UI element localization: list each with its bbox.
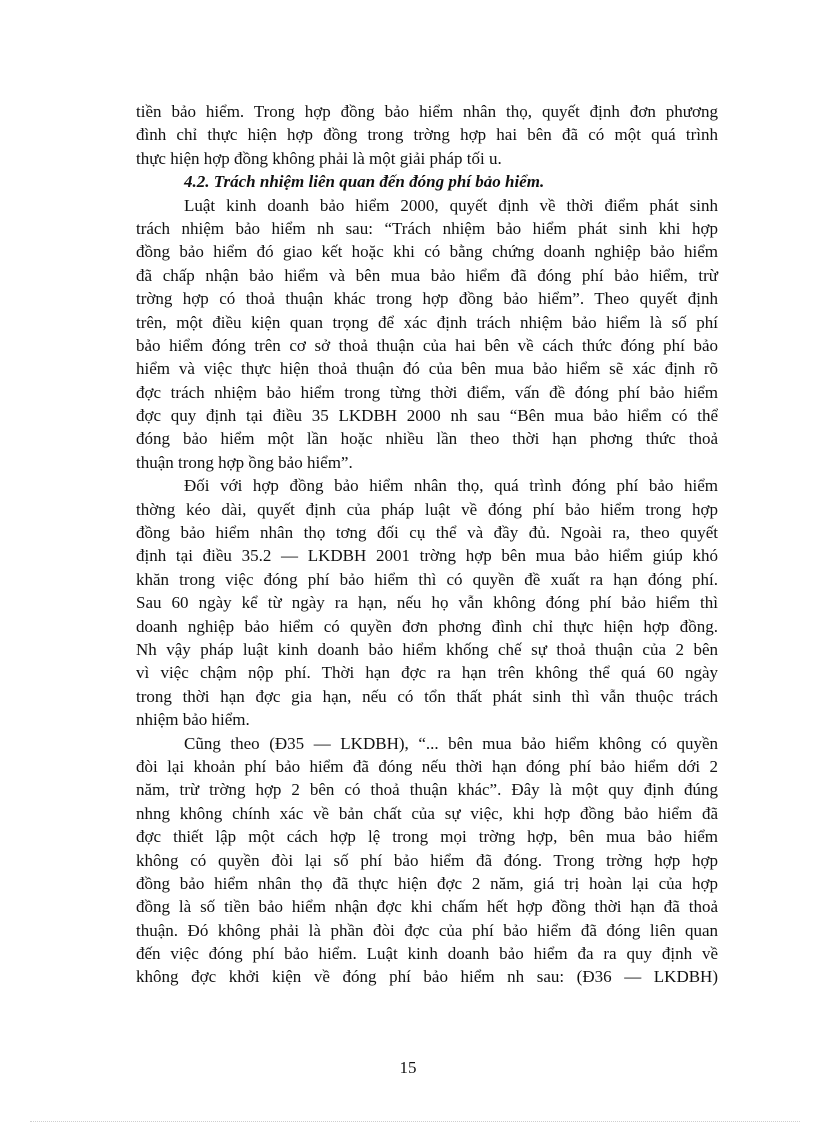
- paragraph-line: đồng là số tiền bảo hiểm nhận đợc khi chấm hết hợp đồng thời hạn đã thoả: [136, 897, 718, 917]
- paragraph-line: đồng bảo hiểm đó giao kết hoặc khi có bằng chứng doanh nghiệp bảo hiểm: [136, 242, 718, 262]
- paragraph-line: đợc thiết lập một cách hợp lệ trong mọi trờng hợp, bên mua bảo hiểm: [136, 827, 718, 847]
- paragraph-line: đến việc đóng phí bảo hiểm. Luật kinh doanh bảo hiểm đa ra quy định về: [136, 944, 718, 964]
- paragraph-line: Luật kinh doanh bảo hiểm 2000, quyết định về thời điểm phát sinh: [184, 195, 718, 215]
- page-bottom-border: [30, 1121, 800, 1122]
- paragraph-line: bảo hiểm đóng trên cơ sở thoả thuận của hai bên về cách thức đóng phí bảo: [136, 335, 718, 355]
- paragraph-line: đình chỉ thực hiện hợp đồng trong trờng hợp hai bên đã có một quá trình: [136, 125, 718, 145]
- paragraph-line: không đợc khởi kiện về đóng phí bảo hiểm nh sau: (Đ36 — LKDBH): [136, 967, 718, 987]
- page-number: 15: [399, 1058, 417, 1077]
- paragraph-line: trách nhiệm bảo hiểm nh sau: “Trách nhiệm bảo hiểm phát sinh khi hợp: [136, 218, 718, 238]
- paragraph-line: năm, trừ trờng hợp 2 bên có thoả thuận khác”. Đây là một quy định đúng: [136, 780, 718, 800]
- paragraph-line: tiền bảo hiểm. Trong hợp đồng bảo hiểm nhân thọ, quyết định đơn phương: [136, 102, 718, 121]
- paragraph-line: Sau 60 ngày kể từ ngày ra hạn, nếu họ vẫn không đóng phí bảo hiểm thì: [136, 593, 718, 613]
- paragraph-line: không có quyền đòi lại số phí bảo hiểm đã đóng. Trong trờng hợp hợp: [136, 850, 718, 870]
- paragraph-line: đồng bảo hiểm nhân thọ tơng đối cụ thể và đầy đủ. Ngoài ra, theo quyết: [136, 523, 718, 543]
- paragraph-line: nhiệm bảo hiểm.: [136, 710, 250, 730]
- paragraph-line: doanh nghiệp bảo hiểm có quyền đơn phơng đình chỉ thực hiện hợp đồng.: [136, 616, 718, 636]
- paragraph-line: Đối với hợp đồng bảo hiểm nhân thọ, quá trình đóng phí bảo hiểm: [184, 476, 718, 496]
- paragraph-line: hiểm và việc thực hiện thoả thuận đó của bên mua bảo hiểm sẽ xác định rõ: [136, 359, 718, 379]
- paragraph-line: vì việc chậm nộp phí. Thời hạn đợc ra hạn trên không thể quá 60 ngày: [136, 663, 718, 683]
- paragraph-line: đã chấp nhận bảo hiểm và bên mua bảo hiểm đã đóng phí bảo hiểm, trừ: [136, 265, 718, 285]
- section-heading: 4.2. Trách nhiệm liên quan đến đóng phí bảo hiểm.: [184, 172, 545, 192]
- paragraph-line: khăn trong việc đóng phí bảo hiểm thì có quyền đề xuất ra hạn đóng phí.: [136, 569, 718, 589]
- paragraph-line: đòi lại khoản phí bảo hiểm đã đóng nếu thời hạn đóng phí bảo hiểm dới 2: [136, 756, 718, 776]
- paragraph-line: Nh vậy pháp luật kinh doanh bảo hiểm khống chế sự thoả thuận của 2 bên: [136, 639, 718, 659]
- paragraph-line: nhng không chính xác về bản chất của sự việc, khi hợp đồng bảo hiểm đã: [136, 803, 718, 823]
- paragraph-line: Cũng theo (Đ35 — LKDBH), “... bên mua bảo hiểm không có quyền: [184, 733, 718, 753]
- paragraph-line: đợc quy định tại điều 35 LKDBH 2000 nh sau “Bên mua bảo hiểm có thể: [136, 406, 718, 426]
- paragraph-line: đóng bảo hiểm một lần hoặc nhiều lần theo thời hạn phơng thức thoả: [136, 429, 718, 449]
- paragraph-line: đợc trách nhiệm bảo hiểm trong từng thời điểm, vấn đề đóng phí bảo hiểm: [136, 382, 718, 402]
- paragraph-line: trong thời hạn đợc gia hạn, nếu có tổn thất phát sinh thì vẫn thuộc trách: [136, 686, 718, 706]
- paragraph-line: thuận trong hợp ồng bảo hiểm”.: [136, 452, 353, 472]
- body-text: [136, 100, 718, 989]
- paragraph-line: đồng bảo hiểm nhân thọ đã thực hiện đợc 2 năm, giá trị hoàn lại của hợp: [136, 873, 718, 893]
- paragraph-line: thờng kéo dài, quyết định của pháp luật về đóng phí bảo hiểm trong hợp: [136, 499, 718, 519]
- paragraph-line: thực hiện hợp đồng không phải là một giải pháp tối u.: [136, 148, 502, 168]
- paragraph-line: trên, một điều kiện quan trọng để xác định trách nhiệm bảo hiểm là số phí: [136, 312, 718, 332]
- paragraph-line: thuận. Đó không phải là phần đòi đợc của phí bảo hiểm đã đóng liên quan: [136, 920, 718, 940]
- paragraph-line: định tại điều 35.2 — LKDBH 2001 trờng hợp bên mua bảo hiểm giúp khó: [136, 546, 718, 566]
- paragraph-line: trờng hợp có thoả thuận khác trong hợp đồng bảo hiểm”. Theo quyết định: [136, 289, 718, 309]
